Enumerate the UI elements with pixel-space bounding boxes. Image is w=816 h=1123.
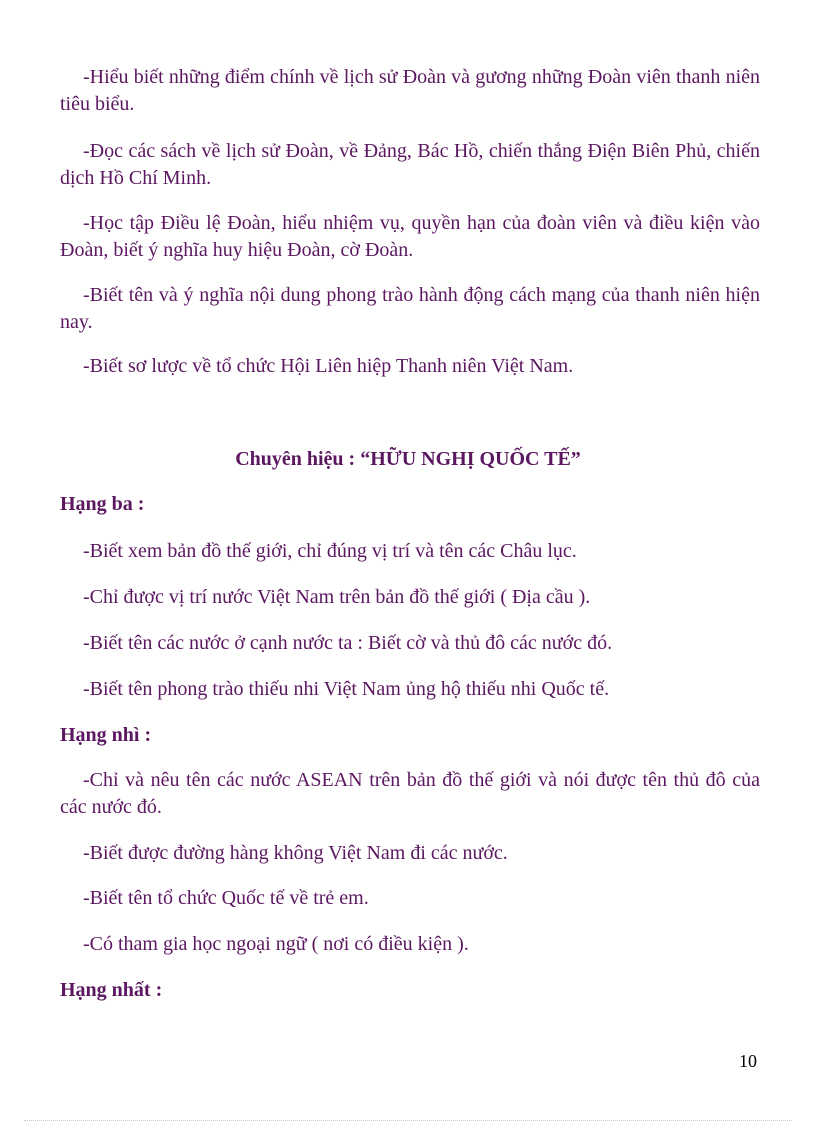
page-number: 10 bbox=[739, 1051, 757, 1071]
list-item: -Biết xem bản đồ thế giới, chỉ đúng vị trí và tên các Châu lục. bbox=[83, 540, 577, 562]
list-item: -Có tham gia học ngoại ngữ ( nơi có điều kiện ). bbox=[83, 933, 469, 955]
paragraph-reading-books: -Đọc các sách về lịch sử Đoàn, về Đảng, Bác Hồ, chiến thắng Điện Biên Phủ, chiến dịch Hồ Chí Minh. bbox=[60, 140, 760, 189]
list-item: -Biết được đường hàng không Việt Nam đi các nước. bbox=[83, 842, 508, 864]
list-item: -Biết tên phong trào thiếu nhi Việt Nam ủng hộ thiếu nhi Quốc tế. bbox=[83, 678, 610, 700]
section-title: Chuyên hiệu : “HỮU NGHỊ QUỐC TẾ” bbox=[235, 448, 581, 470]
heading-rank-two: Hạng nhì : bbox=[60, 724, 152, 746]
heading-rank-three: Hạng ba : bbox=[60, 493, 145, 515]
paragraph-youth-movement: -Biết tên và ý nghĩa nội dung phong trào hành động cách mạng của thanh niên hiện nay. bbox=[60, 284, 760, 333]
list-item: -Chỉ và nêu tên các nước ASEAN trên bản đồ thế giới và nói được tên thủ đô của các nước đó. bbox=[60, 769, 760, 818]
heading-rank-one: Hạng nhất : bbox=[60, 979, 163, 1001]
footer-divider bbox=[24, 1120, 792, 1121]
paragraph-history-knowledge: -Hiểu biết những điểm chính về lịch sử Đoàn và gương những Đoàn viên thanh niên tiêu biểu. bbox=[60, 66, 760, 115]
list-item: -Biết tên tổ chức Quốc tế về trẻ em. bbox=[83, 887, 369, 909]
paragraph-youth-federation: -Biết sơ lược về tổ chức Hội Liên hiệp Thanh niên Việt Nam. bbox=[83, 355, 574, 377]
list-item: -Chỉ được vị trí nước Việt Nam trên bản đồ thế giới ( Địa cầu ). bbox=[83, 586, 591, 608]
list-item: -Biết tên các nước ở cạnh nước ta : Biết cờ và thủ đô các nước đó. bbox=[83, 632, 613, 654]
paragraph-union-charter: -Học tập Điều lệ Đoàn, hiểu nhiệm vụ, quyền hạn của đoàn viên và điều kiện vào Đoàn, biết ý nghĩa huy hiệu Đoàn, cờ Đoàn. bbox=[60, 212, 760, 261]
